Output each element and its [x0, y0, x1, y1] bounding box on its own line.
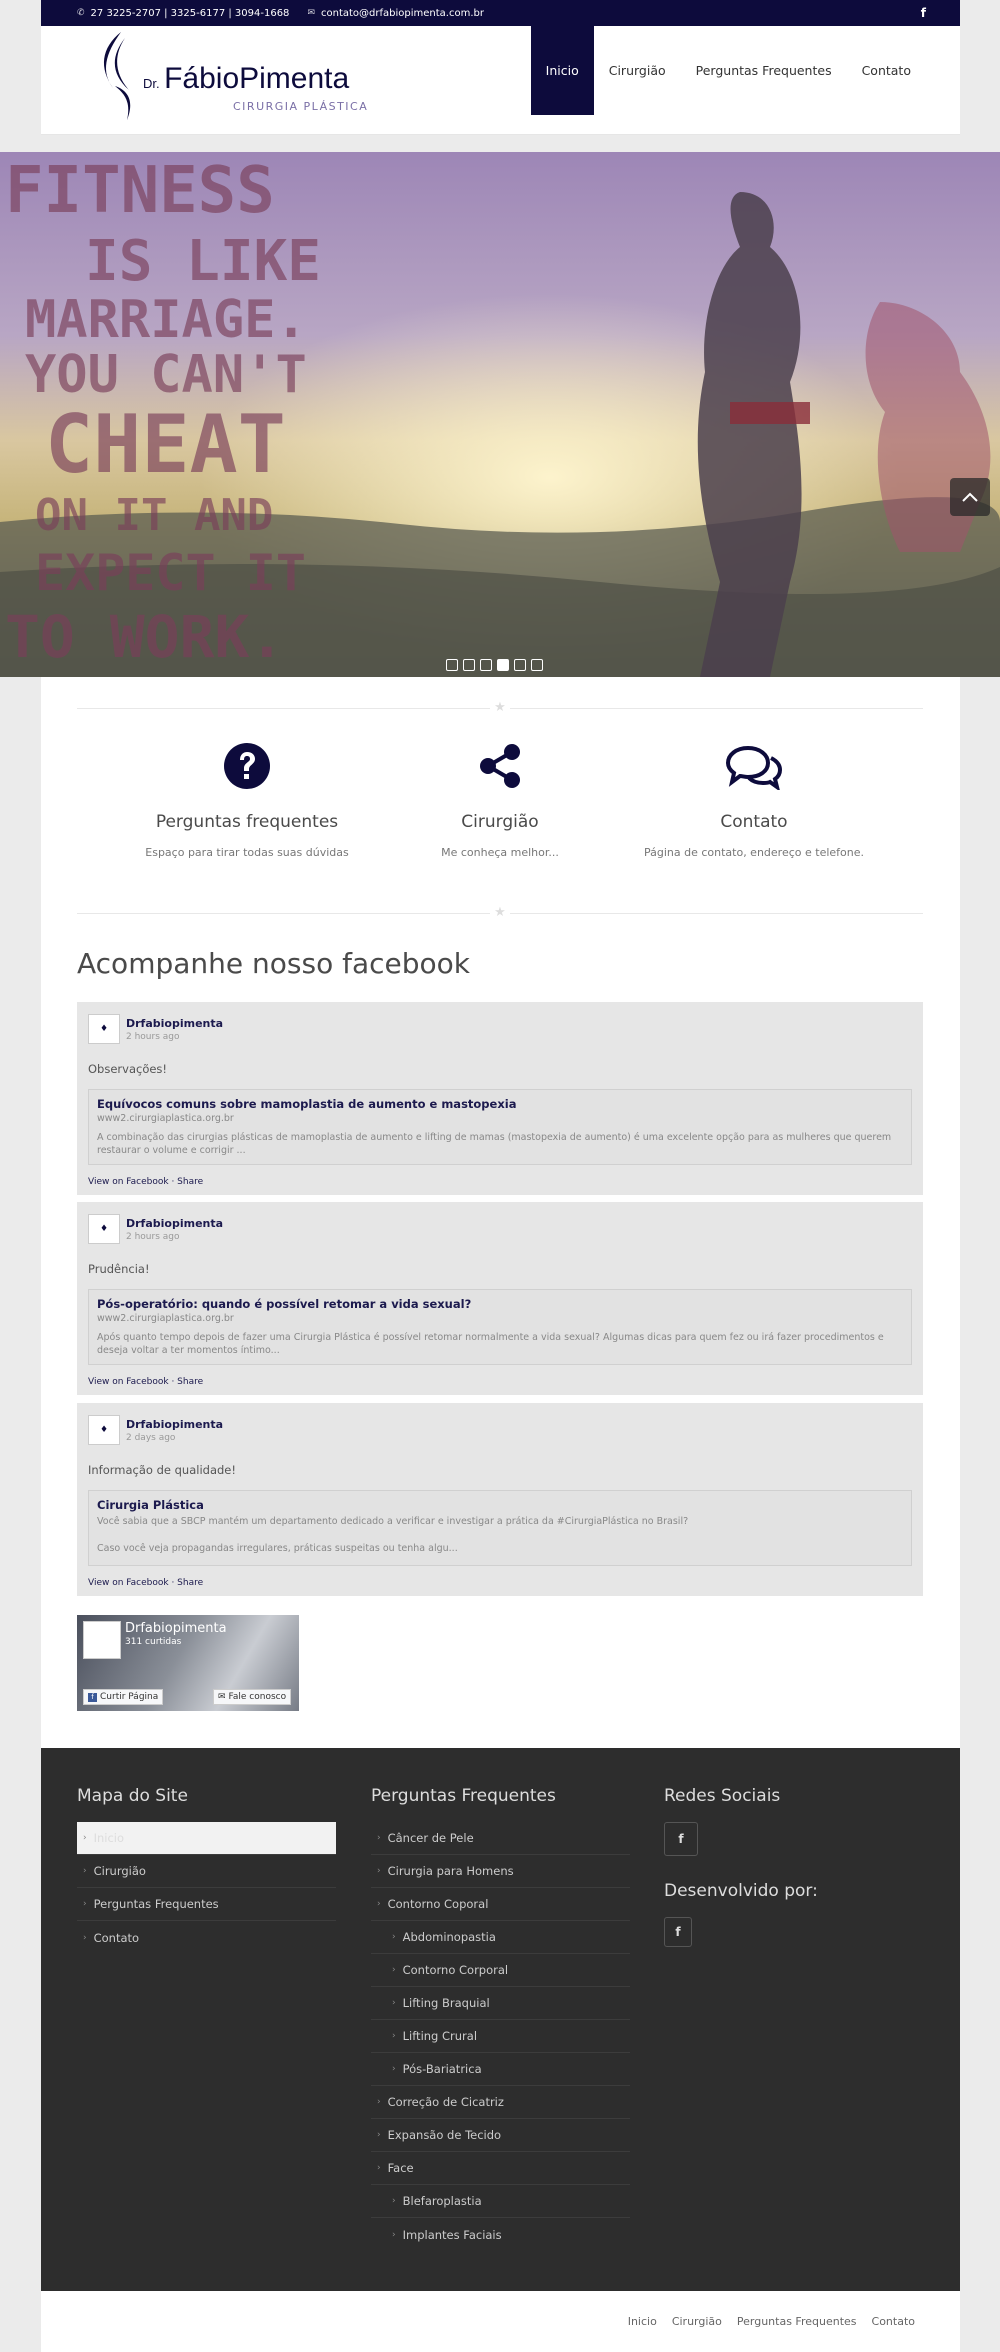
feature-title: Perguntas frequentes: [155, 812, 339, 832]
chevron-right-icon: ›: [392, 2196, 396, 2206]
facebook-icon: f: [88, 1693, 97, 1702]
feature-desc: Me conheça melhor...: [441, 846, 559, 859]
post-time: 2 hours ago: [126, 1031, 180, 1042]
hero-line-7: EXPECT IT: [35, 544, 306, 602]
facebook-page-box[interactable]: [77, 1615, 299, 1711]
bottom-nav-cirurgiao[interactable]: Cirurgião: [671, 2315, 722, 2328]
faq-item-label: Cirurgia para Homens: [387, 1864, 514, 1878]
phone-info: [77, 8, 289, 19]
faq-subitem[interactable]: [371, 2218, 630, 2251]
chevron-right-icon: ›: [377, 2097, 381, 2107]
star-icon: ★: [490, 905, 510, 920]
facebook-icon[interactable]: f: [664, 1822, 698, 1856]
email-link[interactable]: contato@drfabiopimenta.com.br: [320, 7, 484, 19]
faq-item-label: Expansão de Tecido: [387, 2128, 502, 2142]
faq-subitem[interactable]: [371, 1921, 630, 1954]
post-message: Prudência!: [88, 1262, 150, 1276]
facebook-icon[interactable]: f: [664, 1917, 692, 1947]
top-bar: [41, 0, 960, 26]
chevron-right-icon: ›: [392, 1965, 396, 1975]
feature-surgeon[interactable]: [360, 742, 640, 859]
bottom-nav-contato[interactable]: Contato: [871, 2315, 915, 2328]
logo-flame-icon: ♦: [99, 1024, 109, 1034]
chevron-right-icon: ›: [392, 2229, 396, 2240]
card-url: www2.cirurgiaplastica.org.br: [97, 1313, 234, 1324]
page-likes: 311 curtidas: [125, 1637, 182, 1647]
question-icon: [223, 742, 271, 790]
faq-item[interactable]: [371, 1822, 630, 1855]
hero-line-4: YOU CAN'T: [25, 345, 307, 405]
hero-slider[interactable]: [0, 152, 1000, 677]
chevron-right-icon: ›: [377, 2163, 381, 2173]
faq-subitem[interactable]: [371, 1954, 630, 1987]
like-page-label: Curtir Página: [100, 1692, 159, 1702]
logo-flame-icon: ♦: [99, 1224, 109, 1234]
bottom-nav-perguntas[interactable]: Perguntas Frequentes: [736, 2315, 857, 2328]
chevron-right-icon: ›: [392, 1998, 396, 2008]
footer-faq: [371, 1786, 630, 2251]
card-desc: A combinação das cirurgias plásticas de mamoplastia de aumento e lifting de mamas (mastopexia de aumento) é uma excelente opção para as mulheres que querem restaurar o volume e corrigir ...: [97, 1132, 892, 1156]
slider-dot[interactable]: [446, 659, 458, 671]
feature-desc: Página de contato, endereço e telefone.: [643, 846, 865, 859]
back-to-top-button[interactable]: [950, 478, 990, 516]
feature-faq[interactable]: [107, 742, 387, 859]
site-footer: [41, 1748, 960, 2291]
footer-faq-title: Perguntas Frequentes: [371, 1786, 556, 1806]
site-header: [41, 26, 960, 135]
faq-subitem[interactable]: [371, 2020, 630, 2053]
card-title[interactable]: Cirurgia Plástica: [97, 1498, 204, 1512]
chevron-right-icon: ›: [377, 1833, 381, 1843]
faq-item-label: Abdominopastia: [402, 1930, 496, 1944]
chevron-right-icon: ›: [83, 1866, 87, 1876]
post-actions[interactable]: View on Facebook · Share: [88, 1177, 204, 1187]
footer-social-title: Redes Sociais: [664, 1786, 781, 1806]
nav-perguntas[interactable]: Perguntas Frequentes: [695, 63, 832, 78]
bottom-nav: [41, 2291, 960, 2352]
sitemap-item-label: Perguntas Frequentes: [93, 1897, 219, 1911]
star-icon: ★: [490, 700, 510, 715]
logo-prefix: Dr.: [143, 76, 160, 91]
faq-item[interactable]: [371, 2086, 630, 2119]
nav-contato[interactable]: Contato: [861, 63, 911, 78]
page-name[interactable]: Drfabiopimenta: [125, 1621, 227, 1636]
card-title[interactable]: Equívocos comuns sobre mamoplastia de aumento e mastopexia: [97, 1097, 517, 1111]
nav-cirurgiao[interactable]: Cirurgião: [608, 63, 666, 78]
faq-item-label: Contorno Corporal: [402, 1963, 509, 1977]
feature-title: Contato: [720, 812, 788, 832]
faq-item[interactable]: [371, 1888, 630, 1921]
post-time: 2 days ago: [126, 1432, 176, 1443]
logo-flame-icon: ♦: [99, 1425, 109, 1435]
post-message: Informação de qualidade!: [88, 1463, 236, 1477]
chevron-right-icon: ›: [83, 1899, 87, 1909]
post-author[interactable]: Drfabiopimenta: [126, 1417, 224, 1431]
slider-dot[interactable]: [463, 659, 475, 671]
faq-item[interactable]: [371, 2119, 630, 2152]
card-desc: Você sabia que a SBCP mantém um departamento dedicado a verificar e investigar a prática da #CirurgiaPlástica no Brasil?: [97, 1516, 689, 1527]
post-actions[interactable]: View on Facebook · Share: [88, 1578, 204, 1588]
faq-item-label: Câncer de Pele: [387, 1831, 474, 1845]
post-author[interactable]: Drfabiopimenta: [126, 1016, 224, 1030]
footer-developer-title: Desenvolvido por:: [664, 1881, 818, 1901]
chevron-right-icon: ›: [83, 1833, 87, 1843]
faq-item[interactable]: [371, 2152, 630, 2185]
faq-item-label: Correção de Cicatriz: [387, 2095, 504, 2109]
post-time: 2 hours ago: [126, 1231, 180, 1242]
sitemap-item-cirurgiao[interactable]: [77, 1855, 336, 1888]
envelope-icon: ✉: [307, 8, 315, 18]
faq-subitem[interactable]: [371, 2053, 630, 2086]
post-author[interactable]: Drfabiopimenta: [126, 1216, 224, 1230]
hero-line-2: IS LIKE: [85, 229, 322, 294]
phone-icon: ✆: [77, 8, 85, 18]
faq-item-label: Implantes Faciais: [402, 2227, 502, 2242]
post-actions[interactable]: View on Facebook · Share: [88, 1377, 204, 1387]
faq-item-label: Pós-Bariatrica: [402, 2062, 482, 2076]
page-avatar[interactable]: [83, 1621, 121, 1659]
footer-sitemap-title: Mapa do Site: [77, 1786, 188, 1806]
avatar[interactable]: [88, 1415, 120, 1445]
feature-title: Cirurgião: [461, 812, 539, 832]
bottom-nav-inicio[interactable]: Inicio: [627, 2315, 657, 2328]
logo-name: FábioPimenta: [164, 62, 350, 95]
hero-image: [0, 152, 1000, 677]
facebook-section-title: Acompanhe nosso facebook: [77, 947, 470, 980]
faq-subitem[interactable]: [371, 1987, 630, 2020]
hero-line-5: CHEAT: [45, 398, 286, 491]
like-page-button[interactable]: [83, 1689, 163, 1705]
avatar[interactable]: [88, 1214, 120, 1244]
logo-tagline: CIRURGIA PLÁSTICA: [233, 100, 369, 113]
faq-subitem[interactable]: [371, 2185, 630, 2218]
avatar[interactable]: [88, 1014, 120, 1044]
slider-dot-active[interactable]: [497, 659, 509, 671]
faq-item[interactable]: [371, 1855, 630, 1888]
logo-text: [143, 62, 349, 96]
slider-dot[interactable]: [480, 659, 492, 671]
chevron-right-icon: ›: [83, 1932, 87, 1943]
faq-item-label: Lifting Crural: [402, 2029, 478, 2043]
chevron-right-icon: ›: [377, 1866, 381, 1876]
email-info[interactable]: [307, 8, 484, 19]
chevron-right-icon: ›: [377, 2130, 381, 2140]
sitemap-item-label: Contato: [93, 1930, 140, 1945]
hero-line-8: TO WORK.: [5, 603, 285, 671]
faq-item-label: Face: [387, 2161, 414, 2175]
slider-dot[interactable]: [531, 659, 543, 671]
sitemap-item-label: Inicio: [93, 1831, 125, 1845]
hero-line-3: MARRIAGE.: [25, 290, 307, 350]
chat-icon: [726, 742, 782, 790]
post-message: Observações!: [88, 1062, 168, 1076]
faq-item-label: Blefaroplastia: [402, 2194, 482, 2208]
facebook-icon[interactable]: f: [920, 6, 926, 20]
facebook-post: [77, 1403, 923, 1596]
envelope-icon: ✉: [218, 1692, 226, 1702]
card-title[interactable]: Pós-operatório: quando é possível retomar a vida sexual?: [97, 1297, 472, 1311]
site-logo[interactable]: [91, 28, 369, 128]
footer-social: [664, 1786, 923, 1947]
nav-inicio[interactable]: Inicio: [531, 26, 594, 115]
faq-item-label: Contorno Coporal: [387, 1897, 489, 1911]
divider: [77, 700, 923, 715]
card-desc: Após quanto tempo depois de fazer uma Cirurgia Plástica é possível retomar normalmente a vida sexual? Algumas dicas para quem fez ou irá fazer procedimentos e deseja voltar a ter momentos íntimo...: [97, 1332, 884, 1356]
post-link-card[interactable]: [88, 1089, 912, 1165]
slider-dots: [446, 659, 543, 671]
sitemap-item-perguntas[interactable]: [77, 1888, 336, 1921]
chevron-right-icon: ›: [392, 2064, 396, 2074]
contact-us-button[interactable]: [213, 1689, 291, 1705]
contact-us-label: Fale conosco: [228, 1692, 287, 1702]
slider-dot[interactable]: [514, 659, 526, 671]
card-url: www2.cirurgiaplastica.org.br: [97, 1113, 234, 1124]
phone-numbers: 27 3225-2707 | 3325-6177 | 3094-1668: [90, 7, 290, 19]
feature-contact[interactable]: [614, 742, 894, 859]
chevron-right-icon: ›: [392, 2031, 396, 2041]
share-icon: [476, 742, 524, 790]
post-link-card[interactable]: [88, 1490, 912, 1566]
facebook-post: [77, 1202, 923, 1395]
feature-desc: Espaço para tirar todas suas dúvidas: [145, 846, 349, 859]
main-nav: [531, 26, 926, 115]
sitemap-item-inicio[interactable]: [77, 1822, 336, 1855]
hero-line-6: ON IT AND: [35, 490, 274, 541]
chevron-up-icon: [962, 492, 978, 502]
faq-item-label: Lifting Braquial: [402, 1996, 490, 2010]
chevron-right-icon: ›: [392, 1932, 396, 1942]
card-desc-continued: Caso você veja propagandas irregulares, práticas suspeitas ou tenha algu...: [97, 1542, 458, 1554]
hero-line-1: FITNESS: [5, 154, 275, 228]
sitemap-item-contato[interactable]: [77, 1921, 336, 1954]
facebook-post: [77, 1002, 923, 1195]
main-content: [41, 677, 960, 1748]
footer-sitemap: [77, 1786, 336, 1954]
sitemap-item-label: Cirurgião: [93, 1864, 146, 1878]
chevron-right-icon: ›: [377, 1899, 381, 1909]
divider: [77, 905, 923, 920]
post-link-card[interactable]: [88, 1289, 912, 1365]
